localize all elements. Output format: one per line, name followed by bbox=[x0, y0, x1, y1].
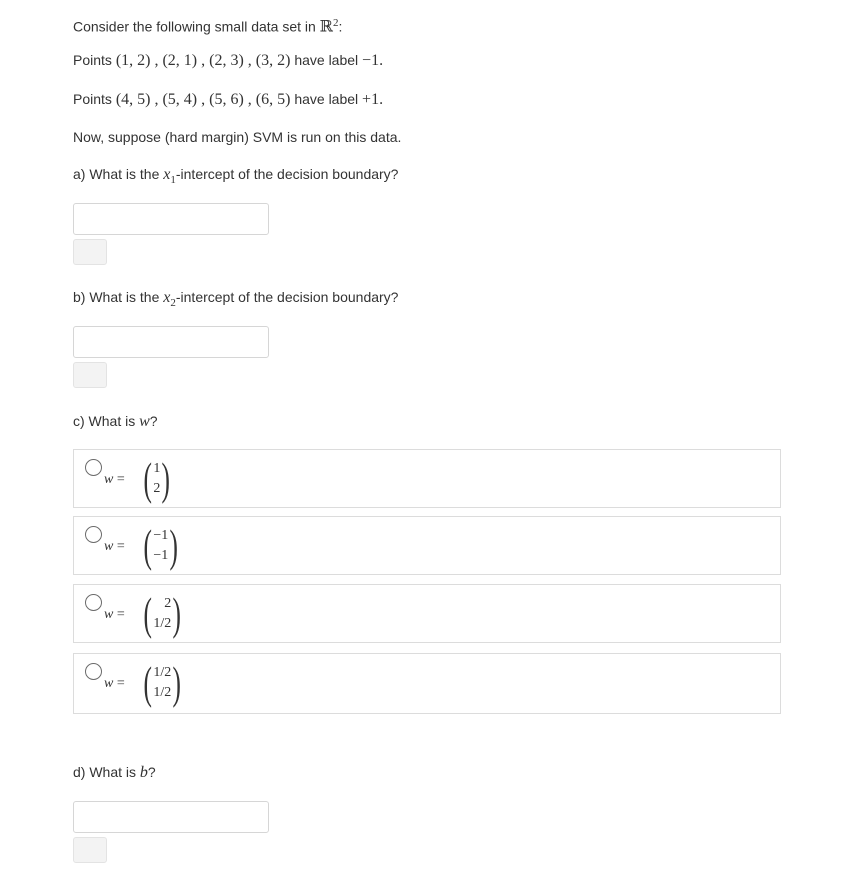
option-3-bottom: 1/2 bbox=[153, 616, 172, 631]
option-2-bottom: −1 bbox=[153, 548, 169, 563]
question-c-suffix: ? bbox=[149, 413, 158, 429]
question-d bbox=[73, 762, 156, 783]
option-2-vector bbox=[140, 521, 182, 571]
question-d-prefix: d) What is bbox=[73, 764, 140, 780]
option-1-bottom: 2 bbox=[153, 481, 161, 496]
option-2-w: w bbox=[104, 539, 114, 554]
neg-points-list: (1, 2) , (2, 1) , (2, 3) , (3, 2) bbox=[115, 52, 291, 69]
check-button-b[interactable] bbox=[73, 362, 107, 388]
answer-input-a[interactable] bbox=[73, 203, 269, 235]
svm-statement: Now, suppose (hard margin) SVM is run on this data. bbox=[73, 129, 402, 145]
intro-text bbox=[73, 13, 342, 38]
option-4-w: w bbox=[104, 676, 114, 691]
right-paren-icon: ) bbox=[172, 588, 182, 639]
intro-prefix: Consider the following small data set in bbox=[73, 18, 320, 35]
option-2[interactable] bbox=[73, 516, 781, 575]
real-space-exponent: 2 bbox=[332, 17, 339, 29]
option-4-eq: = bbox=[116, 676, 125, 691]
question-d-var: b bbox=[139, 764, 148, 781]
left-paren-icon: ( bbox=[143, 520, 152, 571]
option-4-lhs bbox=[104, 676, 125, 692]
option-1-top: 1 bbox=[153, 461, 161, 476]
question-a-var: x bbox=[163, 166, 171, 183]
question-c-var: w bbox=[139, 413, 150, 430]
real-space-symbol: ℝ bbox=[319, 18, 333, 36]
radio-option-1[interactable] bbox=[85, 459, 102, 476]
question-a-prefix: a) What is the bbox=[73, 166, 164, 182]
question-c-prefix: c) What is bbox=[73, 413, 140, 429]
pos-points-label: +1. bbox=[362, 91, 384, 108]
option-2-top: −1 bbox=[153, 528, 169, 543]
left-paren-icon: ( bbox=[143, 453, 152, 504]
question-b-suffix: -intercept of the decision boundary? bbox=[175, 289, 399, 305]
option-4-bottom: 1/2 bbox=[153, 685, 172, 700]
option-3-w: w bbox=[104, 607, 114, 622]
check-button-a[interactable] bbox=[73, 239, 107, 265]
check-button-d[interactable] bbox=[73, 837, 107, 863]
radio-option-4[interactable] bbox=[85, 663, 102, 680]
option-3-vector bbox=[140, 589, 185, 639]
option-1-w: w bbox=[104, 472, 114, 487]
question-c bbox=[73, 411, 158, 432]
radio-option-2[interactable] bbox=[85, 526, 102, 543]
question-b bbox=[73, 287, 398, 313]
option-3-eq: = bbox=[116, 607, 125, 622]
left-paren-icon: ( bbox=[143, 588, 152, 639]
question-a bbox=[73, 164, 398, 190]
option-1[interactable] bbox=[73, 449, 781, 508]
right-paren-icon: ) bbox=[161, 453, 171, 504]
option-3[interactable] bbox=[73, 584, 781, 643]
negative-points-text bbox=[73, 50, 383, 71]
pos-points-mid: have label bbox=[290, 91, 363, 107]
option-4[interactable] bbox=[73, 653, 781, 714]
option-4-top: 1/2 bbox=[153, 665, 172, 680]
question-b-sub: 2 bbox=[170, 296, 176, 309]
option-2-lhs bbox=[104, 539, 125, 555]
right-paren-icon: ) bbox=[169, 520, 179, 571]
answer-input-d[interactable] bbox=[73, 801, 269, 833]
option-1-vector bbox=[140, 454, 174, 504]
question-d-suffix: ? bbox=[147, 764, 156, 780]
positive-points-text bbox=[73, 89, 383, 110]
question-b-prefix: b) What is the bbox=[73, 289, 164, 305]
option-3-lhs bbox=[104, 607, 125, 623]
pos-points-list: (4, 5) , (5, 4) , (5, 6) , (6, 5) bbox=[115, 91, 291, 108]
question-a-suffix: -intercept of the decision boundary? bbox=[175, 166, 399, 182]
option-4-vector bbox=[140, 658, 185, 708]
neg-points-mid: have label bbox=[290, 52, 363, 68]
radio-option-3[interactable] bbox=[85, 594, 102, 611]
option-1-eq: = bbox=[116, 472, 125, 487]
neg-points-prefix: Points bbox=[73, 52, 116, 68]
answer-input-b[interactable] bbox=[73, 326, 269, 358]
intro-suffix: : bbox=[338, 18, 343, 35]
option-1-lhs bbox=[104, 472, 125, 488]
neg-points-label: −1. bbox=[362, 52, 384, 69]
option-2-eq: = bbox=[116, 539, 125, 554]
option-3-top: 2 bbox=[164, 596, 172, 611]
question-a-sub: 1 bbox=[170, 173, 176, 186]
pos-points-prefix: Points bbox=[73, 91, 116, 107]
left-paren-icon: ( bbox=[143, 657, 152, 708]
right-paren-icon: ) bbox=[172, 657, 182, 708]
question-b-var: x bbox=[163, 289, 171, 306]
